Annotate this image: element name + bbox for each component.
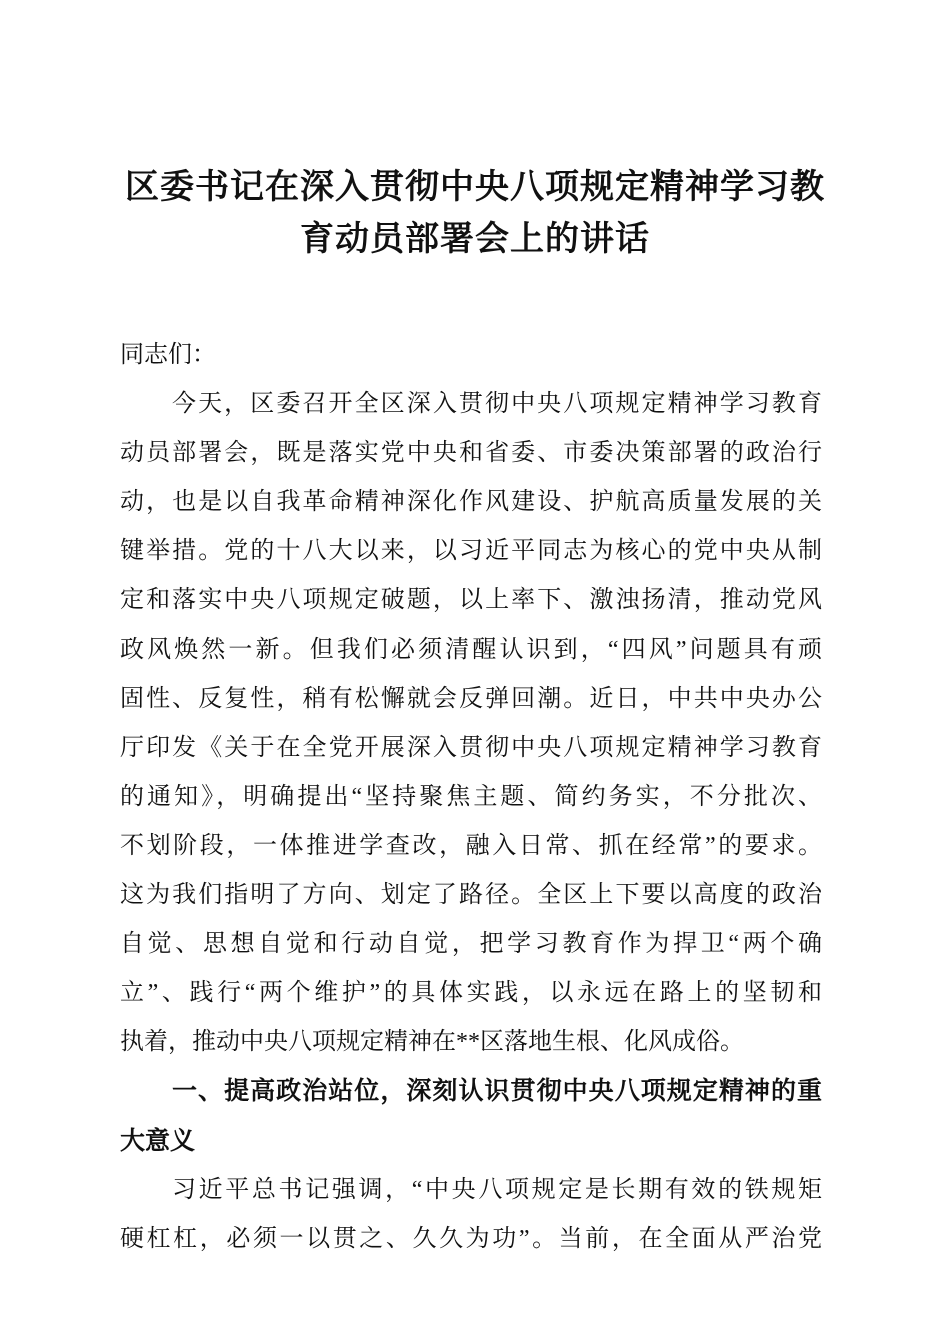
paragraph-line: 执着，推动中央八项规定精神在**区落地生根、化风成俗。	[120, 1029, 744, 1056]
paragraph-line: 今天，区委召开全区深入贯彻中央八项规定精神学习教育	[172, 391, 822, 418]
paragraph-line: 定和落实中央八项规定破题，以上率下、激浊扬清，推动党风	[120, 587, 822, 614]
paragraph-line: 政风焕然一新。但我们必须清醒认识到，“四风”问题具有顽	[120, 636, 822, 663]
paragraph-line: 键举措。党的十八大以来，以习近平同志为核心的党中央从制	[120, 538, 822, 565]
paragraph-line: 动，也是以自我革命精神深化作风建设、护航高质量发展的关	[120, 489, 822, 516]
salutation: 同志们：	[120, 342, 216, 368]
title-line-2: 育动员部署会上的讲话	[300, 221, 650, 258]
paragraph-line: 厅印发《关于在全党开展深入贯彻中央八项规定精神学习教育	[120, 734, 822, 761]
document-title	[110, 162, 840, 266]
paragraph-line: 的通知》，明确提出“坚持聚焦主题、简约务实，不分批次、	[120, 783, 822, 810]
title-line-1: 区委书记在深入贯彻中央八项规定精神学习教	[125, 169, 825, 206]
paragraph-line: 硬杠杠，必须一以贯之、久久为功”。当前，在全面从严治党	[120, 1225, 822, 1252]
section-heading-line: 一、提高政治站位，深刻认识贯彻中央八项规定精神的重	[172, 1077, 822, 1106]
paragraph-line: 不划阶段，一体推进学查改，融入日常、抓在经常”的要求。	[120, 832, 822, 859]
paragraph-line: 自觉、思想自觉和行动自觉，把学习教育作为捍卫“两个确	[120, 931, 822, 958]
paragraph-line: 这为我们指明了方向、划定了路径。全区上下要以高度的政治	[120, 882, 822, 909]
paragraph-line: 固性、反复性，稍有松懈就会反弹回潮。近日，中共中央办公	[120, 685, 822, 712]
section-heading-line: 大意义	[120, 1126, 196, 1155]
paragraph-line: 动员部署会，既是落实党中央和省委、市委决策部署的政治行	[120, 440, 822, 467]
paragraph-line: 立”、践行“两个维护”的具体实践，以永远在路上的坚韧和	[120, 980, 822, 1007]
document-body	[120, 331, 822, 1264]
paragraph-line: 习近平总书记强调，“中央八项规定是长期有效的铁规矩	[172, 1176, 822, 1203]
